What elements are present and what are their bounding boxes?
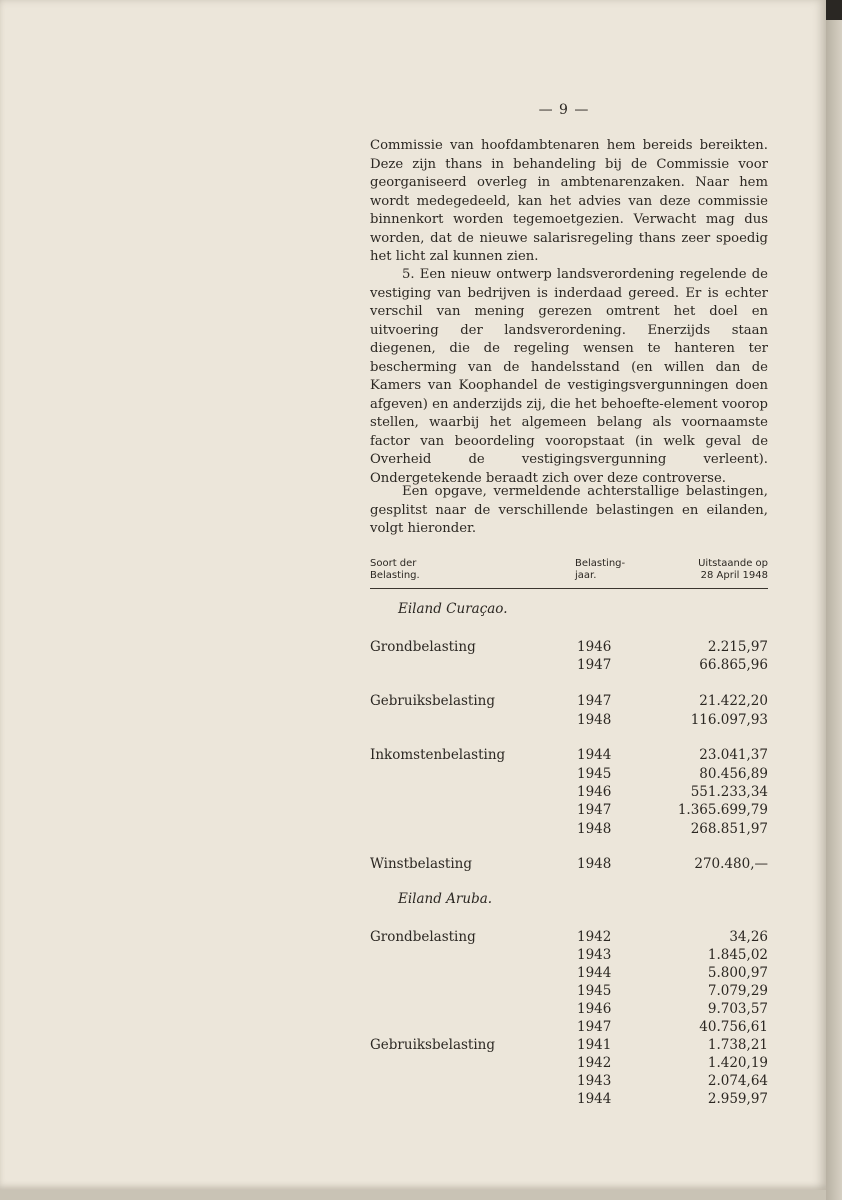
table-row: [370, 801, 768, 819]
table-row: [370, 1090, 768, 1108]
table-row: [370, 946, 768, 964]
row-year: 1947: [577, 802, 612, 818]
header-year-line1: Belasting-: [575, 558, 626, 569]
row-amount: 116.097,93: [690, 712, 768, 728]
row-amount: 80.456,89: [699, 766, 768, 782]
dark-corner: [826, 0, 842, 20]
paragraph-2: [370, 266, 768, 488]
row-year: 1944: [577, 965, 612, 981]
table-row: [370, 638, 768, 656]
table-row: [370, 783, 768, 801]
row-amount: 34,26: [729, 929, 768, 945]
row-year: 1947: [577, 1019, 612, 1035]
table-row: [370, 692, 768, 710]
paragraph-3-text: Een opgave, vermeldende achterstallige belastingen, gesplitst naar de verschillende belastingen en eilanden, volgt hieronder.: [370, 484, 768, 536]
header-amount: [638, 558, 768, 582]
row-amount: 1.738,21: [707, 1037, 768, 1053]
paragraph-3: [370, 483, 768, 539]
row-amount: 7.079,29: [707, 983, 768, 999]
table-row: [370, 1072, 768, 1090]
row-year: 1946: [577, 784, 612, 800]
paragraph-1: Commissie van hoofdambtenaren hem bereids bereikten. Deze zijn thans in behandeling bij de Commissie voor georganiseerd overleg in ambtenarenzaken. Naar hem wordt medegedeeld, kan het advies van deze commissie binnenkort worden tegemoetgezien. Verwacht mag dus worden, dat de nieuwe salarisregeling thans zeer spoedig het licht zal kunnen zien.: [370, 138, 768, 264]
row-amount: 270.480,—: [694, 856, 768, 872]
row-amount: 21.422,20: [699, 693, 768, 709]
table-header: [370, 558, 768, 589]
header-year-line2: jaar.: [575, 570, 597, 581]
table-row: [370, 656, 768, 674]
row-amount: 1.845,02: [707, 947, 768, 963]
table-row: [370, 1000, 768, 1018]
row-year: 1944: [577, 747, 612, 763]
row-year: 1943: [577, 947, 612, 963]
table-row: [370, 964, 768, 982]
row-category: Gebruiksbelasting: [370, 1037, 495, 1053]
table-row: [370, 928, 768, 946]
row-category: Grondbelasting: [370, 929, 476, 945]
row-amount: 9.703,57: [707, 1001, 768, 1017]
header-type-line1: Soort der: [370, 558, 417, 569]
row-amount: 2.959,97: [707, 1091, 768, 1107]
row-amount: 2.215,97: [707, 639, 768, 655]
section-heading-aruba: Eiland Aruba.: [398, 891, 493, 907]
row-category: Gebruiksbelasting: [370, 693, 495, 709]
row-category: Winstbelasting: [370, 856, 473, 872]
row-category: Grondbelasting: [370, 639, 476, 655]
table-row: [370, 820, 768, 838]
row-amount: 2.074,64: [707, 1073, 768, 1089]
header-type: [370, 558, 490, 582]
page-number: — 9 —: [538, 102, 590, 118]
row-year: 1944: [577, 1091, 612, 1107]
header-amount-line2: 28 April 1948: [700, 570, 768, 581]
table-row: [370, 982, 768, 1000]
row-year: 1948: [577, 712, 612, 728]
table-row: [370, 1054, 768, 1072]
row-amount: 23.041,37: [699, 747, 768, 763]
table-row: [370, 1018, 768, 1036]
row-year: 1942: [577, 1055, 612, 1071]
row-year: 1946: [577, 639, 612, 655]
table-row: [370, 711, 768, 729]
table-row: [370, 746, 768, 764]
row-year: 1948: [577, 821, 612, 837]
table-row: [370, 765, 768, 783]
row-year: 1946: [577, 1001, 612, 1017]
row-year: 1947: [577, 693, 612, 709]
header-type-line2: Belasting.: [370, 570, 420, 581]
row-amount: 66.865,96: [699, 657, 768, 673]
row-amount: 1.365.699,79: [677, 802, 768, 818]
row-amount: 268.851,97: [690, 821, 768, 837]
row-amount: 1.420,19: [707, 1055, 768, 1071]
header-amount-line1: Uitstaande op: [698, 558, 768, 569]
section-heading-curacao: Eiland Curaçao.: [398, 601, 508, 617]
row-year: 1948: [577, 856, 612, 872]
page-edge-shadow: [826, 0, 842, 1200]
row-year: 1941: [577, 1037, 612, 1053]
row-year: 1945: [577, 766, 612, 782]
row-year: 1947: [577, 657, 612, 673]
paragraph-2-text: 5. Een nieuw ontwerp landsverordening regelende de vestiging van bedrijven is inderdaad gereed. Er is echter verschil van mening gerezen omtrent het doel en uitvoering der landsverordening. Enerzijds staan diegenen, die de regeling wensen te hanteren ter bescherming van de handelsstand (en willen dan de Kamers van Koophandel de vestigingsvergunningen doen afgeven) en anderzijds zij, die het behoefte-element voorop stellen, waarbij het algemeen belang als voornaamste factor van beoordeling vooropstaat (in welk geval de Overheid de vestigingsvergunning verleent). Ondergetekende beraadt zich over deze controverse.: [370, 267, 768, 486]
table-row: [370, 1036, 768, 1054]
row-amount: 551.233,34: [690, 784, 768, 800]
row-amount: 5.800,97: [707, 965, 768, 981]
row-amount: 40.756,61: [699, 1019, 768, 1035]
row-year: 1943: [577, 1073, 612, 1089]
row-year: 1945: [577, 983, 612, 999]
table-row: [370, 855, 768, 873]
row-year: 1942: [577, 929, 612, 945]
row-category: Inkomstenbelasting: [370, 747, 506, 763]
